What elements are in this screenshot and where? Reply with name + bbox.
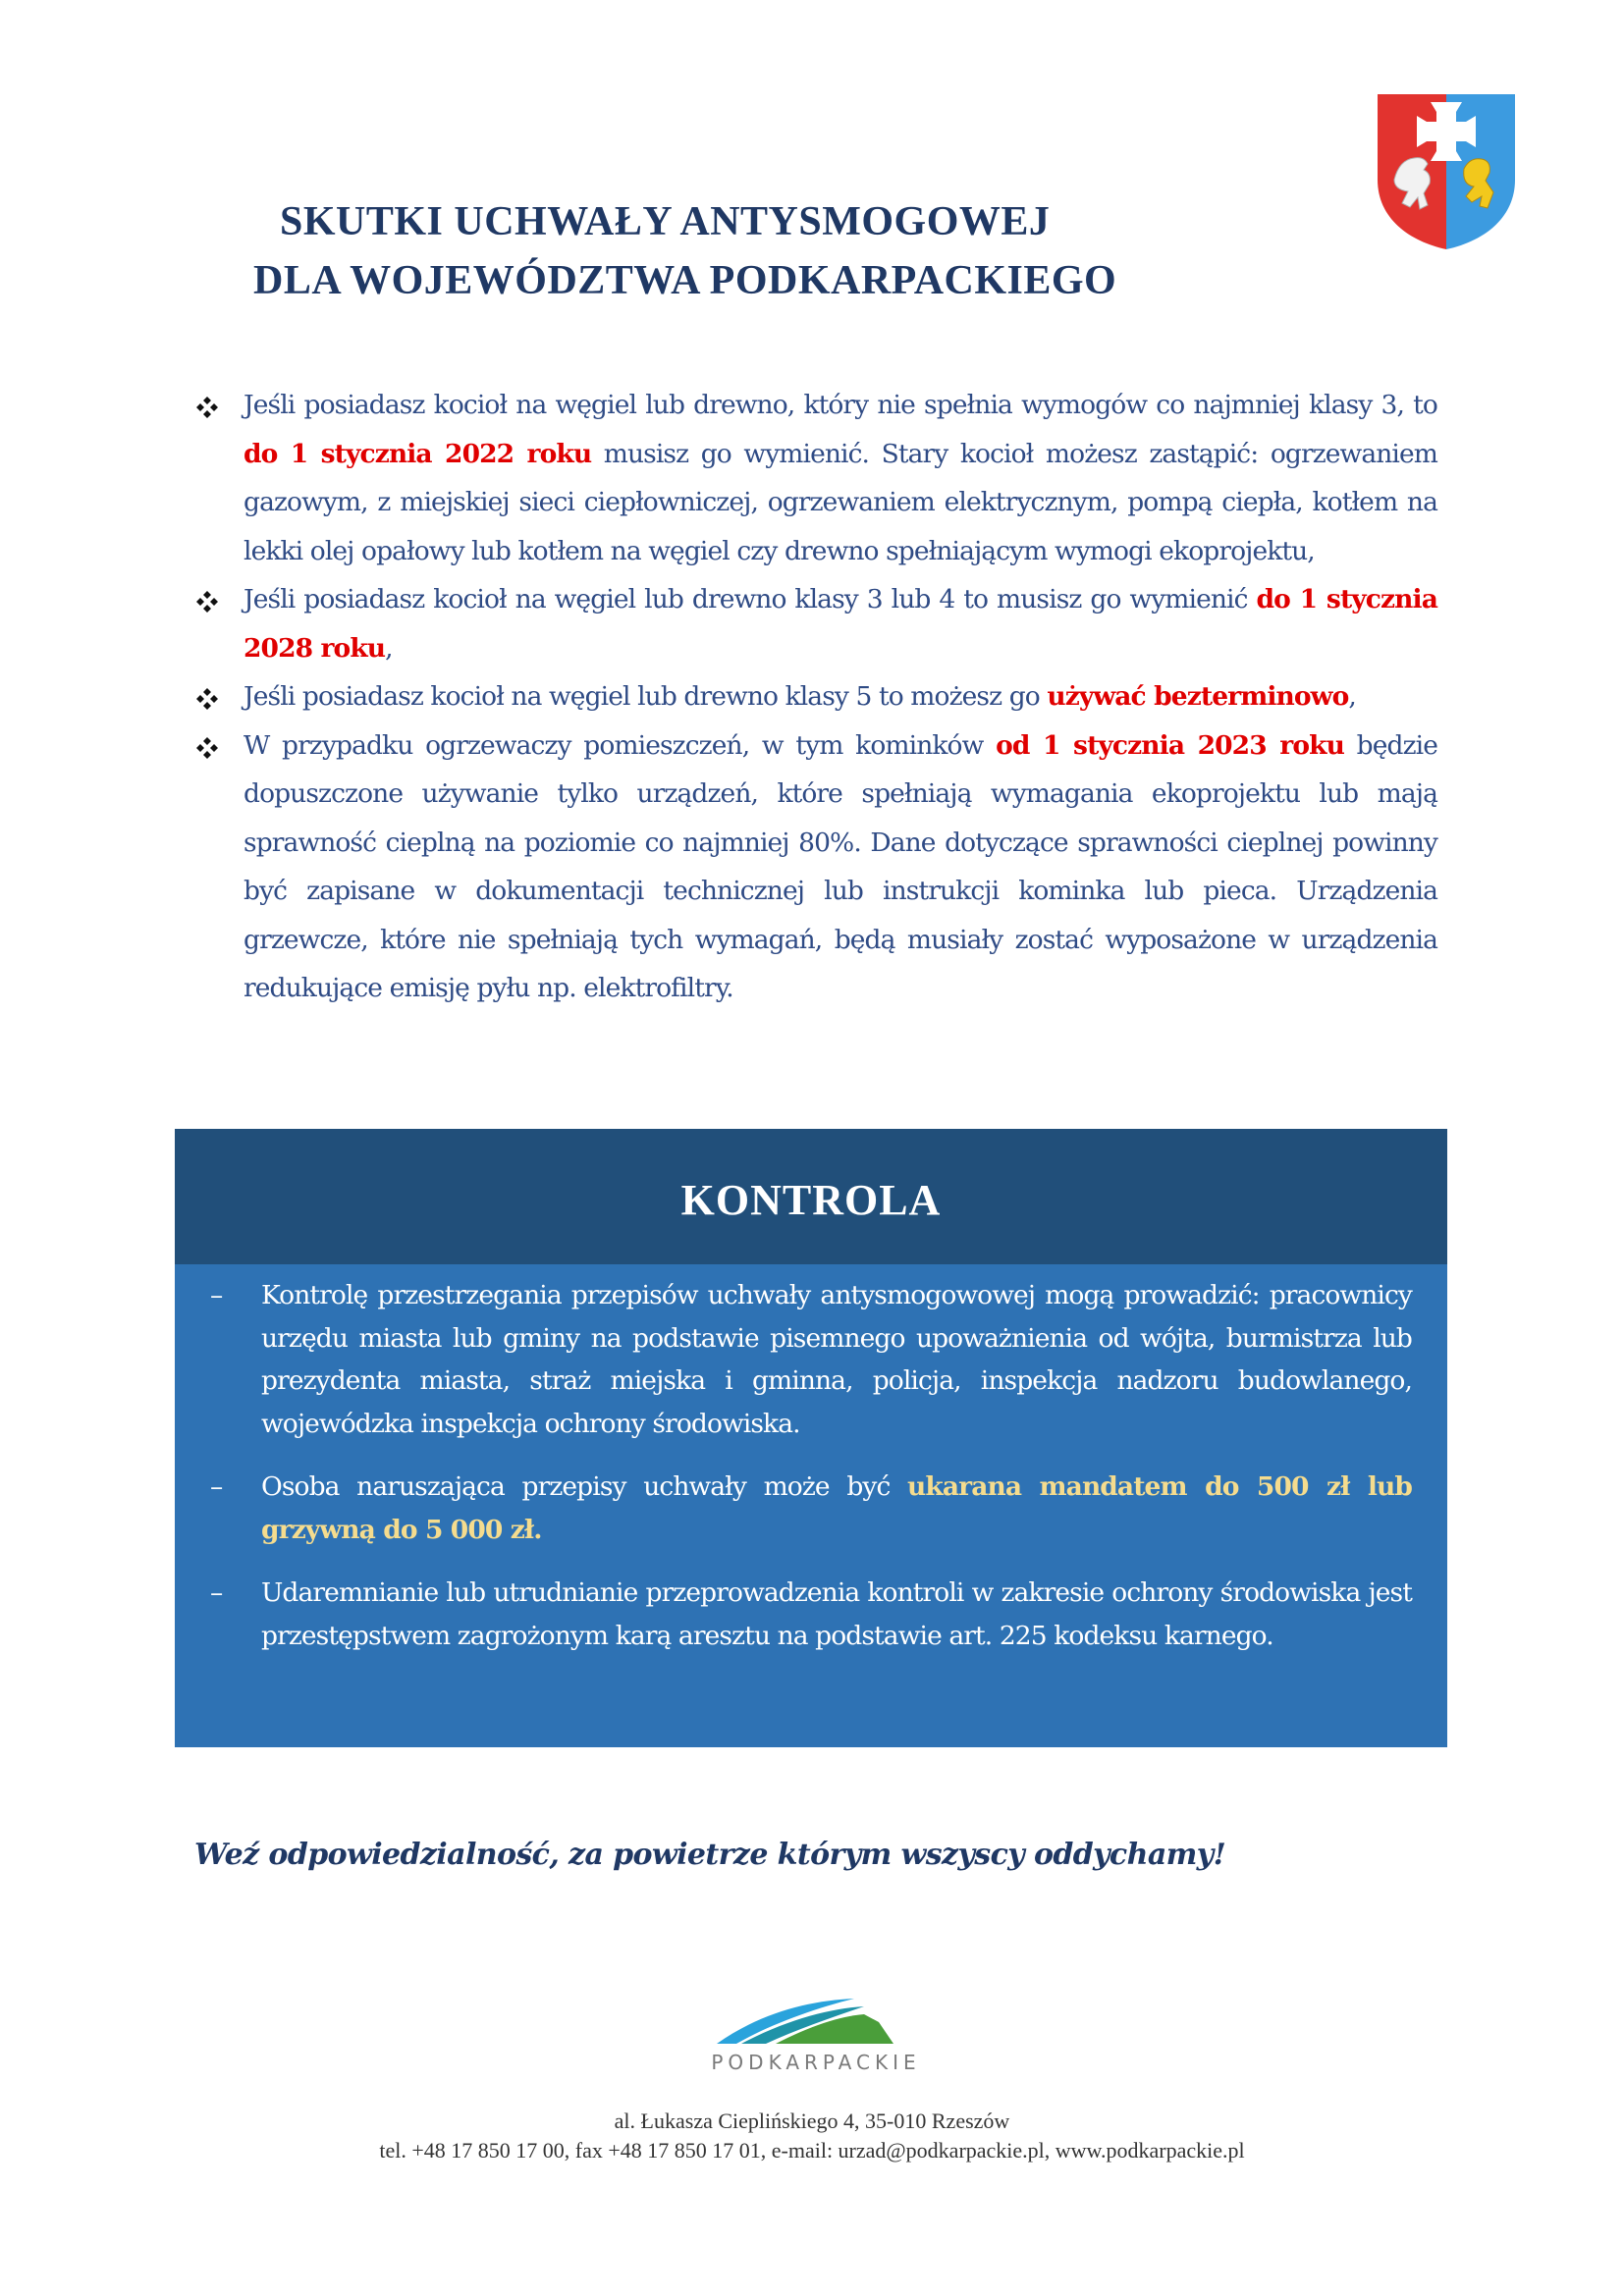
diamond-bullet-icon <box>196 737 218 759</box>
footer-contact: tel. +48 17 850 17 00, fax +48 17 850 17 01, e-mail: urzad@podkarpackie.pl, www.podkarpackie.pl <box>379 2138 1245 2163</box>
requirements-list <box>194 381 1437 1013</box>
deadline-highlight: do 1 stycznia 2028 roku <box>244 584 1437 664</box>
item-text: Kontrolę przestrzegania przepisów uchwały antysmogowowej mogą prowadzić: pracownicy urzędu miasta lub gminy na podstawie pisemnego upoważnienia od wójta, burmistrza lub prezydenta miasta, straż miejska i gminna, policja, inspekcja nadzoru budowlanego, wojewódzka inspekcja ochrony środowiska. <box>261 1280 1412 1439</box>
item-text: Jeśli posiadasz kocioł na węgiel lub drewno, który nie spełnia wymogów co najmniej klasy 3, to <box>244 390 1437 420</box>
item-text: , <box>1348 681 1356 712</box>
item-text: Jeśli posiadasz kocioł na węgiel lub drewno klasy 3 lub 4 to musisz go wymienić <box>244 584 1257 614</box>
item-text: Osoba naruszająca przepisy uchwały może być <box>261 1471 908 1502</box>
slogan: Weź odpowiedzialność, za powietrze którym wszyscy oddychamy! <box>194 1838 1226 1872</box>
deadline-highlight: używać bezterminowo <box>1047 681 1349 712</box>
list-item <box>194 381 1437 575</box>
podkarpackie-logo-icon <box>692 1993 938 2091</box>
deadline-highlight: od 1 stycznia 2023 roku <box>996 729 1344 761</box>
diamond-bullet-icon <box>196 591 218 613</box>
item-text: , <box>385 632 393 664</box>
title-line-1: SKUTKI UCHWAŁY ANTYSMOGOWEJ <box>280 199 1051 244</box>
title-line-2: DLA WOJEWÓDZTWA PODKARPACKIEGO <box>253 258 1117 303</box>
dash-bullet: – <box>210 1280 223 1310</box>
diamond-bullet-icon <box>196 688 218 710</box>
page-title <box>177 192 1237 310</box>
dash-bullet: – <box>210 1577 223 1608</box>
logo-text: PODKARPACKIE <box>711 2051 921 2074</box>
list-item <box>210 1572 1412 1657</box>
list-item <box>210 1274 1412 1445</box>
list-item <box>194 721 1437 1013</box>
kontrola-header <box>175 1129 1447 1264</box>
dash-bullet: – <box>210 1471 223 1502</box>
kontrola-heading: KONTROLA <box>680 1175 942 1224</box>
item-text: Udaremnianie lub utrudnianie przeprowadzenia kontroli w zakresie ochrony środowiska jest przestępstwem zagrożonym karą aresztu na podstawie art. 225 kodeksu karnego. <box>261 1577 1412 1651</box>
deadline-highlight: do 1 stycznia 2022 roku <box>244 438 592 469</box>
item-text: musisz go wymienić. Stary kocioł możesz zastąpić: ogrzewaniem gazowym, z miejskiej sieci ciepłowniczej, ogrzewaniem elektrycznym, pompą ciepła, kotłem na lekki olej opałowy lub kotłem na węgiel czy drewno spełniającym wymogi ekoprojektu, <box>244 438 1437 566</box>
coat-of-arms-icon <box>1370 86 1523 253</box>
kontrola-list <box>175 1264 1447 1657</box>
item-text: Jeśli posiadasz kocioł na węgiel lub drewno klasy 5 to możesz go <box>244 681 1048 712</box>
diamond-bullet-icon <box>196 397 218 418</box>
item-text: będzie dopuszczone używanie tylko urządzeń, które spełniają wymagania ekoprojektu lub mają sprawność cieplną na poziomie co najmniej 80%. Dane dotyczące sprawności cieplnej powinny być zapisane w dokumentacji technicznej lub instrukcji kominka lub pieca. Urządzenia grzewcze, które nie spełniają tych wymagań, będą musiały zostać wyposażone w urządzenia redukujące emisję pyłu np. elektrofiltry. <box>244 729 1437 1003</box>
footer-address: al. Łukasza Cieplińskiego 4, 35-010 Rzeszów <box>614 2109 1010 2133</box>
penalty-highlight: ukarana mandatem do 500 zł lub grzywną do 5 000 zł. <box>261 1471 1412 1545</box>
item-text: W przypadku ogrzewaczy pomieszczeń, w tym kominków <box>244 729 997 761</box>
list-item <box>194 575 1437 672</box>
list-item <box>194 672 1437 721</box>
list-item <box>210 1466 1412 1551</box>
kontrola-box <box>175 1129 1447 1747</box>
